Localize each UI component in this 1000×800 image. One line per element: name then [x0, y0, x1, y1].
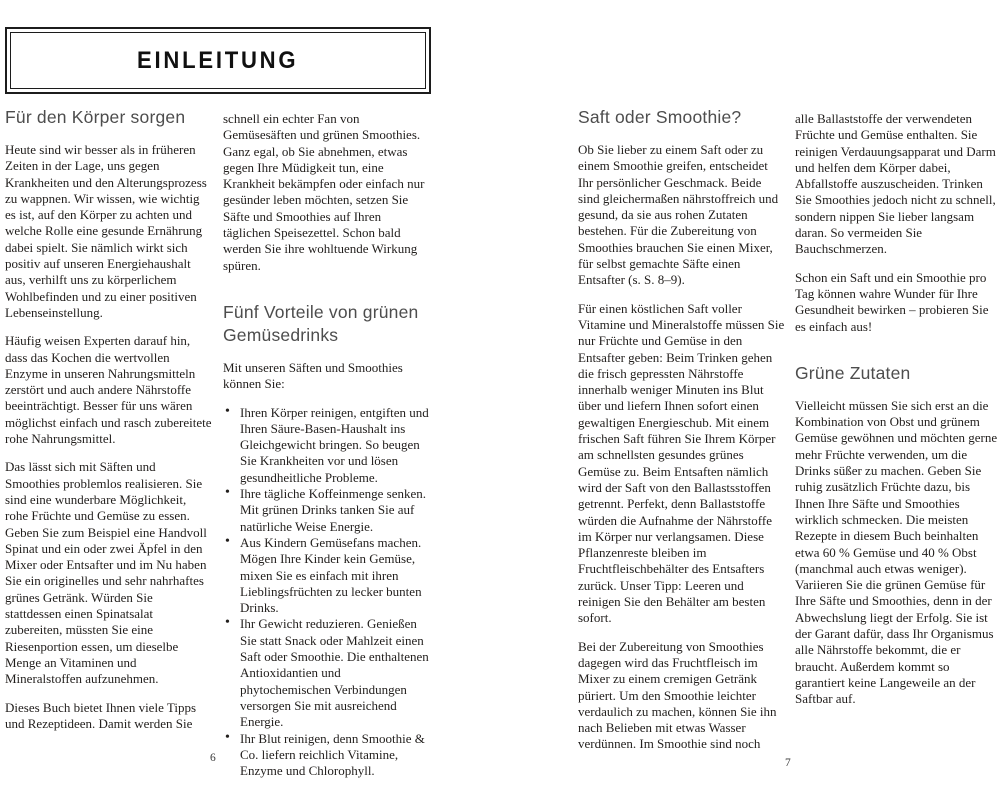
section-heading-koerper: Für den Körper sorgen [5, 107, 186, 127]
chapter-title-box [5, 27, 431, 94]
list-item: • Ihren Körper reinigen, entgiften und Ihren Säure-Basen-Haushalt ins Gleichgewicht bringen. So beugen Sie Krankheiten vor und lösen gesundheitliche Probleme. [223, 405, 430, 486]
list-item: • Aus Kindern Gemüsefans machen. Mögen Ihre Kinder kein Gemüse, mixen Sie es einfach mit ihren Lieblingsfrüchten zu lecker bunten Drinks. [223, 535, 430, 616]
page7-column-2 [795, 106, 998, 720]
section-heading-saft-oder-smoothie: Saft oder Smoothie? [578, 107, 742, 127]
list-item: • Ihre tägliche Koffeinmenge senken. Mit grünen Drinks tanken Sie auf natürliche Weise Energie. [223, 486, 430, 535]
page6-column-1 [5, 106, 212, 744]
page-number-left: 6 [210, 752, 216, 764]
paragraph: Häufig weisen Experten darauf hin, dass das Kochen die wertvollen Enzyme in unseren Nahrungsmitteln zerstört und auch andere Nährstoffe beeinträchtigt. Besser für uns wären möglichst einfach und rasch zubereitete rohe Nahrungsmittel. [5, 333, 212, 447]
benefits-list [223, 405, 430, 780]
section-heading-gruene-zutaten: Grüne Zutaten [795, 362, 911, 383]
paragraph: Variieren Sie die grünen Gemüse für Ihre Säfte und Smoothies, denn in der Abwechslung liegt der Erfolg. Sie ist der Garant dafür, dass Ihr Organismus alle Nährstoffe bekommt, die er braucht. Außerdem kommt so garantiert keine Langeweile an der Saftbar auf. [795, 577, 994, 707]
paragraph: Bei der Zubereitung von Smoothies dagegen wird das Fruchtfleisch im Mixer zu einem cremigen Getränk püriert. Um den Smoothie leichter verdaulich zu machen, können Sie ihn nach Belieben mit etwas Wasser verdünnen. Im Smoothie sind noch [578, 638, 777, 752]
chapter-title: EINLEITUNG [137, 46, 299, 74]
paragraph: Schon ein Saft und ein Smoothie pro Tag können wahre Wunder für Ihre Gesundheit bewirken – probieren Sie es einfach aus! [795, 269, 989, 334]
page6-column-2 [223, 106, 430, 779]
section-heading-vorteile: Fünf Vorteile von grünen Gemüsedrinks [223, 301, 419, 345]
list-item: • Ihr Gewicht reduzieren. Genießen Sie statt Snack oder Mahlzeit einen Saft oder Smoothie. Die enthaltenen Antioxidantien und phytochemischen Verbindungen versorgen Sie mit ausreichend Energie. [223, 616, 430, 730]
paragraph: Mit unseren Säften und Smoothies können Sie: [223, 359, 403, 392]
paragraph: Für einen köstlichen Saft voller Vitamine und Mineralstoffe müssen Sie nur Früchte und Gemüse in den Entsafter geben: Beim Trinken gehen die frisch gepressten Nährstoffe innerhalb weniger Minuten ins Blut über und liefern Ihnen sofort einen gewaltigen Energieschub. Mit einem frischen Saft führen Sie Ihrem Körper am schnellsten gesundes grünes Gemüse zu. Beim Entsaften nämlich wird der Saft von den Ballastsstoffen getrennt. Perfekt, denn Ballaststoffe würden die Aufnahme der Nährstoffe im Körper nur verlangsamen. Diese Pflanzenreste bleiben im Fruchtfleischbehälter des Entsafters zurück. Unser Tipp: Leeren und reinigen Sie den Behälter am besten sofort. [578, 300, 785, 626]
paragraph: Das lässt sich mit Säften und Smoothies problemlos realisieren. Sie sind eine wunderbare Möglichkeit, rohe Früchte und Gemüse zu essen. Geben Sie zum Beispiel eine Handvoll Spinat und ein oder zwei Äpfel in den Mixer oder Entsafter und im Nu haben Sie ein originelles und sehr nahrhaftes grünes Getränk. Würden Sie stattdessen einen Spinatsalat zubereiten, müssten Sie eine Riesenportion essen, um dieselbe Menge an Vitaminen und Mineralstoffen aufzunehmen. [5, 459, 207, 687]
list-item: • Ihr Blut reinigen, denn Smoothie & Co. liefern reichlich Vitamine, Enzyme und Chlorophyll. [223, 731, 430, 780]
paragraph: Heute sind wir besser als in früheren Zeiten in der Lage, uns gegen Krankheiten und den Alterungsprozess zu wappnen. Wir wissen, wie wichtig es ist, auf den Körper zu achten und welche Rolle eine gesunde Ernährung dabei spielt. Sie nämlich wirkt sich positiv auf unseren Energiehaushalt aus, verhilft uns zu körperlichem Wohlbefinden und zu einer positiven Lebenseinstellung. [5, 142, 207, 320]
chapter-title-inner-rule [10, 32, 426, 89]
paragraph: schnell ein echter Fan von Gemüsesäften und grünen Smoothies. Ganz egal, ob Sie abnehmen, etwas gegen Ihre Müdigkeit tun, eine Krankheit bekämpfen oder einfach nur gesünder leben möchten, setzen Sie Säfte und Smoothies auf Ihren täglichen Speisezettel. Schon bald werden Sie ihre wohltuende Wirkung spüren. [223, 111, 425, 273]
page-number-right: 7 [785, 757, 791, 769]
page7-column-1 [578, 106, 785, 765]
paragraph: alle Ballaststoffe der verwendeten Früchte und Gemüse enthalten. Sie reinigen Verdauungsapparat und Darm und helfen dem Körper dabei, Abfallstoffe auszuscheiden. Trinken Sie Smoothies jedoch nicht zu schnell, sondern nippen Sie lieber langsam daran. So vermeiden Sie Bauchschmerzen. [795, 111, 996, 257]
paragraph: Ob Sie lieber zu einem Saft oder zu einem Smoothie greifen, entscheidet Ihr persönlicher Geschmack. Beide sind gleichermaßen nährstoffreich und gesund, da sie aus rohen Zutaten bestehen. Für die Zubereitung von Smoothies brauchen Sie einen Mixer, für selbst gemachte Säfte einen Entsafter (s. S. 8–9). [578, 142, 779, 288]
paragraph: Vielleicht müssen Sie sich erst an die Kombination von Obst und grünem Gemüse gewöhnen und möchten gerne mehr Früchte verwenden, um die Drinks süßer zu machen. Geben Sie ruhig zusätzlich Früchte dazu, bis Ihnen Ihre Säfte und Smoothies wirklich schmecken. Die meisten Rezepte in diesem Buch beinhalten etwa 60 % Gemüse und 40 % Obst (manchmal auch etwas weniger). [795, 397, 998, 576]
paragraph: Dieses Buch bietet Ihnen viele Tipps und Rezeptideen. Damit werden Sie [5, 699, 197, 731]
